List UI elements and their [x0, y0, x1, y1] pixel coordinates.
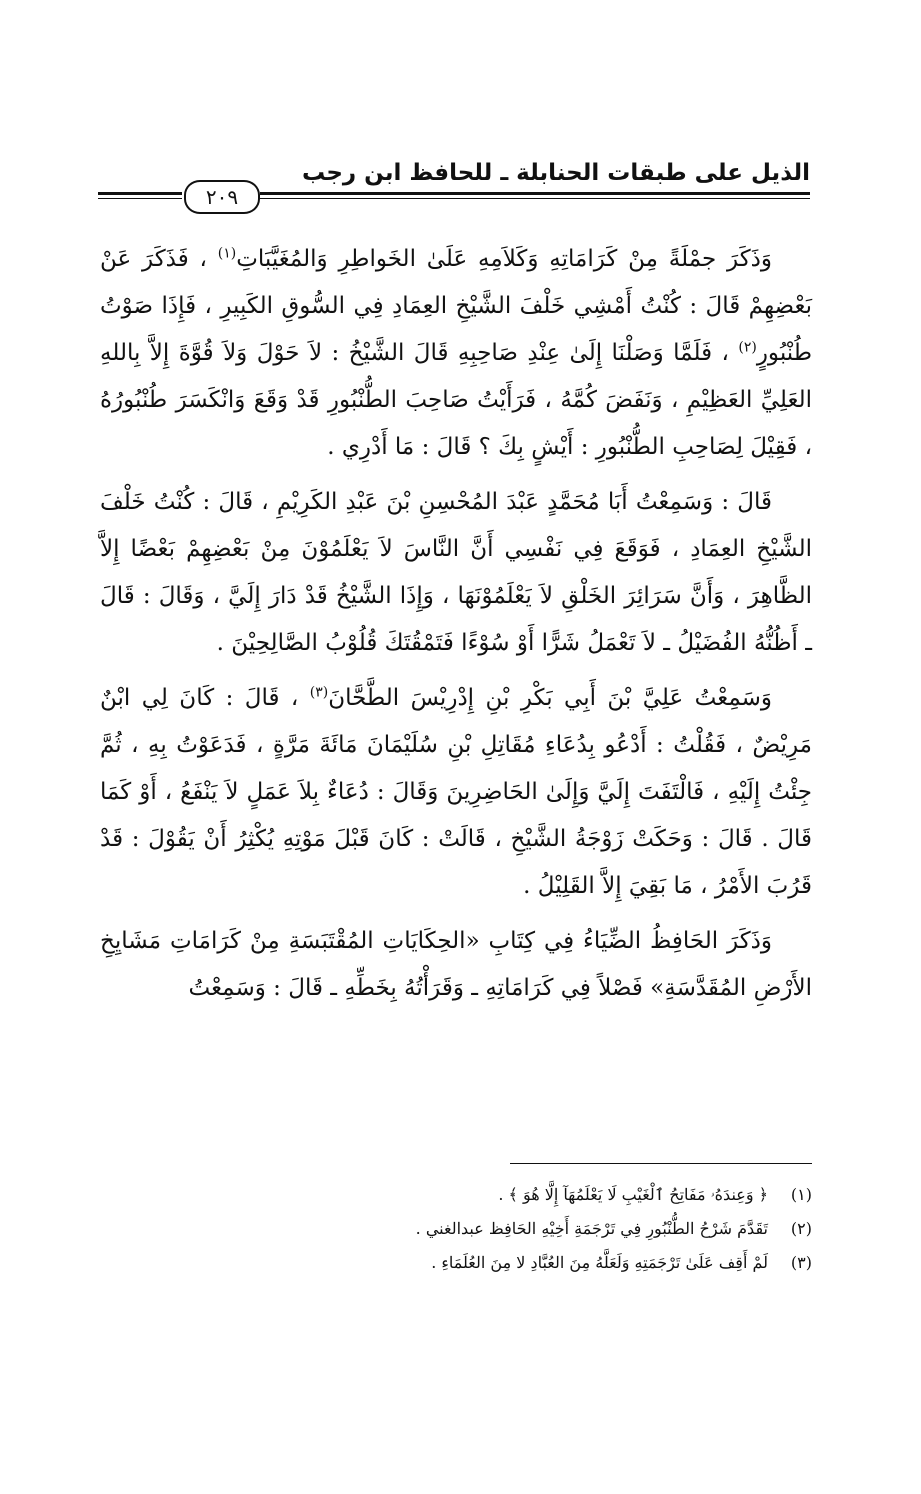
footnote-ref: (٣) [309, 684, 329, 701]
footnote-text: ﴿ وَعِندَهُۥ مَفَاتِحُ ٱلْغَيْبِ لَا يَعْلَمُهَآ إِلَّا هُوَ ﴾ . [498, 1185, 768, 1204]
footnotes [300, 1178, 812, 1280]
footnote-number: (٣) [790, 1253, 812, 1272]
header-rule-left [98, 192, 182, 199]
footnote-number: (٢) [790, 1219, 812, 1238]
paragraph [100, 675, 812, 910]
page-header [98, 160, 810, 220]
footnote-number: (١) [790, 1185, 812, 1204]
footnote-text: لَمْ أَقِف عَلَىٰ تَرْجَمَتِهِ وَلَعَلَّهُ مِنَ العُبَّادِ لا مِنَ العُلَمَاءِ . [431, 1253, 768, 1272]
paragraph [100, 236, 812, 471]
page-number: ٢٠٩ [184, 180, 260, 214]
footnote [300, 1178, 812, 1212]
footnote-divider [510, 1163, 812, 1164]
footnote [300, 1246, 812, 1280]
paragraph-text: ، قَالَ : كَانَ لِي ابْنٌ مَرِيْضٌ ، فَقُلْتُ : أَدْعُو بِدُعَاءِ مُقَاتِلِ بْنِ سُلَيْمَانَ مَائَةَ مَرَّةٍ ، فَدَعَوْتُ بِهِ ، ثُمَّ جِئْتُ إِلَيْهِ ، فَالْتَفَتَ إِلَيَّ وَإِلَىٰ الحَاضِرِينَ وَقَالَ : دُعَاءٌ بِلاَ عَمَلٍ لاَ يَنْفَعُ ، أَوْ كَمَا قَالَ . قَالَ : وَحَكَتْ زَوْجَةُ الشَّيْخِ ، قَالَتْ : كَانَ قَبْلَ مَوْتِهِ يُكْثِرُ أَنْ يَقُوْلَ : قَدْ قَرُبَ الأَمْرُ ، مَا بَقِيَ إِلاَّ القَلِيْلُ . [100, 685, 812, 899]
body-text [100, 236, 812, 1020]
paragraph-text: ، فَذَكَرَ عَنْ بَعْضِهِمْ قَالَ : كُنْتُ أَمْشِي خَلْفَ الشَّيْخِ العِمَادِ فِي السُّوقِ الكَبِيرِ ، فَإِذَا صَوْتُ طُنْبُورٍ [100, 246, 813, 366]
paragraph: وَذَكَرَ الحَافِظُ الضِّيَاءُ فِي كِتَابِ «الحِكَايَاتِ المُقْتَبَسَةِ مِنْ كَرَامَاتِ مَشَايِخِ الأَرْضِ المُقَدَّسَةِ» فَصْلاً فِي كَرَامَاتِهِ ـ وَقَرَأْتُهُ بِخَطِّهِ ـ قَالَ : وَسَمِعْتُ [100, 928, 812, 1001]
footnote [300, 1212, 812, 1246]
book-title: الذيل على طبقات الحنابلة ـ للحافظ ابن رجب [301, 160, 810, 186]
paragraph-text: وَسَمِعْتُ عَلِيَّ بْنَ أَبِي بَكْرِ بْنِ إِدْرِيْسَ الطَّحَّانَ [328, 685, 773, 711]
footnote-ref: (١) [217, 245, 237, 262]
header-rule-right [260, 192, 810, 199]
footnote-text: تَقَدَّمَ شَرْحُ الطُّنْبُورِ فِي تَرْجَمَةِ أَخِيْهِ الحَافِظ عبدالغني . [415, 1219, 768, 1238]
footnote-ref: (٢) [738, 339, 757, 356]
paragraph-text: ، فَلَمَّا وَصَلْنَا إِلَىٰ عِنْدِ صَاحِبِهِ قَالَ الشَّيْخُ : لاَ حَوْلَ وَلاَ قُوَّةَ إِلاَّ بِاللهِ العَلِيِّ العَظِيْمِ ، وَنَفَضَ كُمَّهُ ، فَرَأَيْتُ صَاحِبَ الطُّنْبُورِ قَدْ وَقَعَ وَانْكَسَرَ طُنْبُورُهُ ، فَقِيْلَ لِصَاحِبِ الطُّنْبُورِ : أَيْشٍ بِكَ ؟ قَالَ : مَا أَدْرِي . [100, 340, 812, 460]
paragraph: قَالَ : وَسَمِعْتُ أَبَا مُحَمَّدٍ عَبْدَ المُحْسِنِ بْنَ عَبْدِ الكَرِيْمِ ، قَالَ : كُنْتُ خَلْفَ الشَّيْخِ العِمَادِ ، فَوَقَعَ فِي نَفْسِي أَنَّ النَّاسَ لاَ يَعْلَمُوْنَ مِنْ بَعْضِهِمْ بَعْضًا إِلاَّ الظَّاهِرَ ، وَأَنَّ سَرَائِرَ الخَلْقِ لاَ يَعْلَمُوْنَهَا ، وَإِذَا الشَّيْخُ قَدْ دَارَ إِلَيَّ ، وَقَالَ : قَالَ ـ أَظُنُّهُ الفُضَيْلُ ـ لاَ تَعْمَلُ شَرًّا أَوْ سُوْءًا فَتَمْقُتَكَ قُلُوْبُ الصَّالِحِيْنَ . [100, 489, 812, 656]
paragraph-text: وَذَكَرَ جمْلَةً مِنْ كَرَامَاتِهِ وَكَلاَمِهِ عَلَىٰ الخَواطِرِ وَالمُغَيَّبَاتِ [236, 246, 773, 272]
